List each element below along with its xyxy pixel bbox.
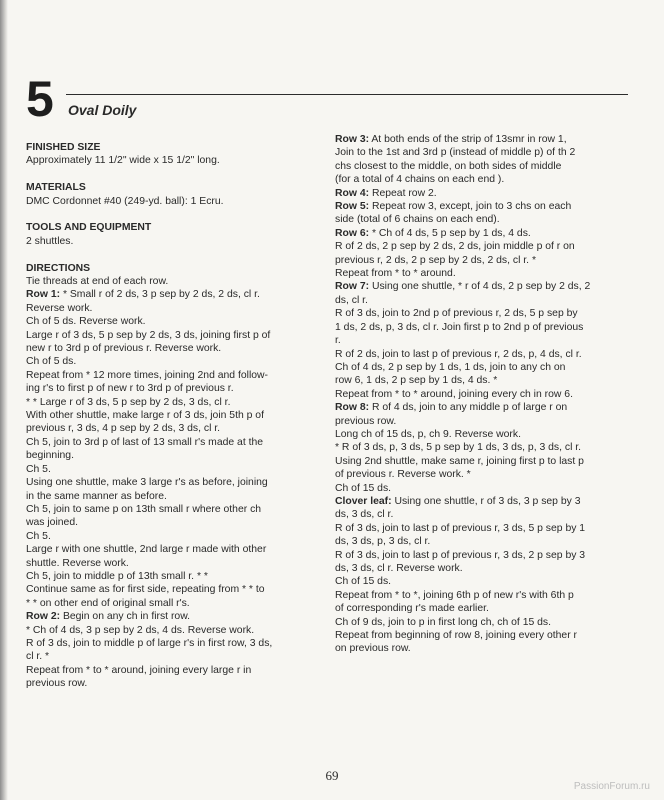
instruction-line <box>335 173 633 186</box>
instruction-line <box>335 428 633 441</box>
instruction-text: Repeat from * to *, joining 6th p of new r's with 6th p <box>335 589 574 601</box>
section-gap <box>26 248 328 261</box>
instruction-line <box>26 570 328 583</box>
instruction-line <box>335 146 633 159</box>
instruction-text: Approximately 11 1/2" wide x 15 1/2" long. <box>26 155 220 167</box>
instruction-text: * * on other end of original small r's. <box>26 597 190 609</box>
instruction-line <box>335 388 633 401</box>
instruction-text: R of 3 ds, join to last p of previous r, 3 ds, 2 p sep by 3 <box>335 549 586 561</box>
instruction-line-labeled <box>335 187 633 200</box>
instruction-text: * Ch of 4 ds, 3 p sep by 2 ds, 4 ds. Reverse work. <box>26 624 255 636</box>
instruction-text: Continue same as for first side, repeating from * * to <box>26 584 265 596</box>
instruction-text: side (total of 6 chains on each end). <box>335 214 500 226</box>
instruction-line <box>26 396 328 409</box>
instruction-text: * * Large r of 3 ds, 5 p sep by 2 ds, 3 ds, cl r. <box>26 396 231 408</box>
page-number: 69 <box>325 768 339 783</box>
instruction-line-labeled <box>335 227 633 240</box>
instruction-line <box>335 616 633 629</box>
row-label: Clover leaf: <box>335 495 392 507</box>
section-gap <box>26 168 328 181</box>
instruction-line <box>26 490 328 503</box>
instruction-text: beginning. <box>26 450 74 462</box>
instruction-line <box>26 624 328 637</box>
instruction-line <box>335 441 633 454</box>
instruction-line <box>26 422 328 435</box>
chapter-title: Oval Doily <box>68 102 137 118</box>
right-column <box>335 133 633 656</box>
instruction-line <box>335 321 633 334</box>
left-column <box>26 141 328 691</box>
instruction-line-labeled <box>335 133 633 146</box>
instruction-line-labeled <box>26 610 328 623</box>
instruction-text: Long ch of 15 ds, p, ch 9. Reverse work. <box>335 428 521 440</box>
instruction-text: Ch 5. <box>26 530 51 542</box>
instruction-text: r. <box>335 335 341 347</box>
instruction-line <box>335 267 633 280</box>
section-heading: FINISHED SIZE <box>26 142 101 153</box>
instruction-text: Repeat row 3, except, join to 3 chs on each <box>369 201 572 213</box>
instruction-text: Using 2nd shuttle, make same r, joining first p to last p <box>335 455 584 467</box>
instruction-line <box>26 329 328 342</box>
instruction-line <box>335 334 633 347</box>
instruction-text: R of 4 ds, join to any middle p of large r on <box>369 402 568 414</box>
instruction-line <box>26 302 328 315</box>
title-rule <box>66 94 628 95</box>
instruction-text: previous r, 3 ds, 4 p sep by 2 ds, 3 ds, cl r. <box>26 423 221 435</box>
instruction-text: previous r, 2 ds, 2 p sep by 2 ds, 2 ds, cl r. * <box>335 254 536 266</box>
instruction-text: ds, 3 ds, cl r. <box>335 509 394 521</box>
instruction-text: row 6, 1 ds, 2 p sep by 1 ds, 4 ds. * <box>335 375 498 387</box>
row-label: Row 3: <box>335 134 370 145</box>
instruction-line <box>335 508 633 521</box>
instruction-line <box>26 449 328 462</box>
instruction-text: previous row. <box>26 678 88 690</box>
instruction-line <box>335 522 633 535</box>
instruction-line <box>335 361 633 374</box>
instruction-line <box>26 436 328 449</box>
row-label: Row 8: <box>335 402 370 414</box>
instruction-line-labeled <box>335 495 633 508</box>
instruction-line <box>26 463 328 476</box>
instruction-line <box>335 307 633 320</box>
instruction-text: previous row. <box>335 415 397 427</box>
instruction-line <box>26 530 328 543</box>
instruction-text: Ch 5, join to middle p of 13th small r. * * <box>26 570 208 582</box>
watermark: PassionForum.ru <box>573 781 650 792</box>
chapter-number: 5 <box>26 71 54 127</box>
instruction-text: (for a total of 4 chains on each end ). <box>335 174 505 186</box>
instruction-line <box>335 415 633 428</box>
instruction-text: R of 2 ds, 2 p sep by 2 ds, 2 ds, join middle p of r on <box>335 241 575 253</box>
instruction-text: Ch 5, join to 3rd p of last of 13 small r's made at the <box>26 436 264 448</box>
section-heading: MATERIALS <box>26 182 86 194</box>
instruction-text: 1 ds, 2 ds, p, 3 ds, cl r. Join first p to 2nd p of previous <box>335 321 584 333</box>
instruction-text: Begin on any ch in first row. <box>60 611 191 623</box>
instruction-text: Using one shuttle, * r of 4 ds, 2 p sep by 2 ds, 2 <box>369 281 591 293</box>
instruction-line-labeled <box>335 401 633 414</box>
instruction-text: of corresponding r's made earlier. <box>335 603 489 615</box>
instruction-line <box>26 315 328 328</box>
instruction-text: Ch of 5 ds. <box>26 356 77 368</box>
row-label: Row 1: <box>26 289 61 301</box>
instruction-text: Large r of 3 ds, 5 p sep by 2 ds, 3 ds, joining first p of <box>26 329 271 341</box>
instruction-text: ds, 3 ds, p, 3 ds, cl r. <box>335 536 431 548</box>
instruction-text: new r to 3rd p of previous r. Reverse work. <box>26 343 222 355</box>
instruction-line <box>26 650 328 663</box>
instruction-text: ds, cl r. <box>335 294 368 306</box>
instruction-text: * R of 3 ds, p, 3 ds, 5 p sep by 1 ds, 3 ds, p, 3 ds, cl r. <box>335 442 582 454</box>
instruction-text: Repeat from * to * around, joining every large r in <box>26 664 252 676</box>
instruction-text: Ch of 4 ds, 2 p sep by 1 ds, 1 ds, join to any ch on <box>335 361 566 373</box>
instruction-line <box>335 549 633 562</box>
instruction-line <box>26 382 328 395</box>
instruction-text: * Small r of 2 ds, 3 p sep by 2 ds, 2 ds, cl r. <box>60 289 260 301</box>
instruction-text: R of 3 ds, join to middle p of large r's in first row, 3 ds, <box>26 637 273 649</box>
instruction-text: Ch of 15 ds. <box>335 576 392 588</box>
instruction-line <box>26 503 328 516</box>
instruction-line <box>335 482 633 495</box>
instruction-line <box>26 677 328 690</box>
instruction-text: Reverse work. <box>26 302 93 314</box>
instruction-line <box>26 476 328 489</box>
instruction-text: R of 3 ds, join to last p of previous r, 3 ds, 5 p sep by 1 <box>335 522 586 534</box>
instruction-line <box>335 602 633 615</box>
instruction-text: With other shuttle, make large r of 3 ds, join 5th p of <box>26 410 264 422</box>
instruction-text: Tie threads at end of each row. <box>26 276 169 288</box>
instruction-text: ing r's to first p of new r to 3rd p of previous r. <box>26 383 234 395</box>
row-label: Row 2: <box>26 611 61 623</box>
instruction-line-labeled <box>335 280 633 293</box>
row-label: Row 5: <box>335 201 370 213</box>
instruction-text: Ch 5, join to same p on 13th small r where other ch <box>26 503 262 515</box>
instruction-text: Using one shuttle, make 3 large r's as before, joining <box>26 477 268 489</box>
instruction-line <box>26 369 328 382</box>
instruction-line <box>335 468 633 481</box>
instruction-line <box>26 154 328 167</box>
page-gutter-shadow <box>0 0 8 800</box>
instruction-text: DMC Cordonnet #40 (249-yd. ball): 1 Ecru. <box>26 195 224 207</box>
instruction-text: was joined. <box>26 517 78 529</box>
instruction-line <box>26 516 328 529</box>
section-heading: TOOLS AND EQUIPMENT <box>26 222 152 234</box>
instruction-line <box>26 235 328 248</box>
section-gap <box>26 208 328 221</box>
instruction-text: 2 shuttles. <box>26 235 74 247</box>
instruction-line <box>335 642 633 655</box>
instruction-line <box>26 409 328 422</box>
instruction-text: on previous row. <box>335 643 411 655</box>
instruction-text: ds, 3 ds, cl r. Reverse work. <box>335 563 463 574</box>
instruction-line <box>26 664 328 677</box>
instruction-line <box>26 597 328 610</box>
instruction-text: Large r with one shuttle, 2nd large r made with other <box>26 544 267 556</box>
instruction-line <box>335 589 633 602</box>
instruction-text: Repeat from * to * around. <box>335 268 456 280</box>
instruction-text: * Ch of 4 ds, 5 p sep by 1 ds, 4 ds. <box>369 227 531 239</box>
instruction-line <box>335 629 633 642</box>
row-label: Row 7: <box>335 281 370 293</box>
instruction-line <box>26 583 328 596</box>
instruction-line <box>335 535 633 548</box>
instruction-line <box>26 543 328 556</box>
section-heading: DIRECTIONS <box>26 262 91 274</box>
instruction-line <box>335 240 633 253</box>
instruction-line <box>26 195 328 208</box>
instruction-text: Ch of 15 ds. <box>335 482 392 494</box>
instruction-line <box>335 160 633 173</box>
instruction-text: Ch of 5 ds. Reverse work. <box>26 316 146 328</box>
instruction-text: shuttle. Reverse work. <box>26 557 129 569</box>
instruction-text: Repeat from beginning of row 8, joining every other r <box>335 630 578 642</box>
instruction-line <box>335 254 633 267</box>
instruction-text: Using one shuttle, r of 3 ds, 3 p sep by 3 <box>391 495 581 507</box>
row-label: Row 6: <box>335 227 370 239</box>
instruction-line <box>26 557 328 570</box>
instruction-text: Repeat from * to * around, joining every ch in row 6. <box>335 388 573 400</box>
instruction-line-labeled <box>26 288 328 301</box>
instruction-line <box>335 455 633 468</box>
instruction-line <box>335 348 633 361</box>
instruction-text: in the same manner as before. <box>26 490 167 502</box>
instruction-text: of previous r. Reverse work. * <box>335 469 471 481</box>
instruction-line <box>335 575 633 588</box>
instruction-line <box>335 294 633 307</box>
instruction-line <box>26 342 328 355</box>
instruction-text: Repeat row 2. <box>369 187 437 199</box>
instruction-text: R of 2 ds, join to last p of previous r, 2 ds, p, 4 ds, cl r. <box>335 348 582 360</box>
instruction-line <box>335 213 633 226</box>
instruction-line <box>26 355 328 368</box>
row-label: Row 4: <box>335 187 370 199</box>
instruction-text: cl r. * <box>26 651 50 663</box>
instruction-line <box>335 562 633 575</box>
instruction-text: R of 3 ds, join to 2nd p of previous r, 2 ds, 5 p sep by <box>335 308 578 320</box>
instruction-line <box>26 637 328 650</box>
instruction-text: Ch of 9 ds, join to p in first long ch, ch of 15 ds. <box>335 616 552 628</box>
instruction-line <box>26 275 328 288</box>
instruction-line-labeled <box>335 200 633 213</box>
instruction-text: At both ends of the strip of 13smr in row 1, <box>369 134 567 145</box>
instruction-text: chs closest to the middle, on both sides of middle <box>335 160 562 172</box>
instruction-text: Join to the 1st and 3rd p (instead of middle p) of th 2 <box>335 147 576 159</box>
instruction-text: Repeat from * 12 more times, joining 2nd and follow- <box>26 369 268 381</box>
instruction-text: Ch 5. <box>26 463 51 475</box>
instruction-line <box>335 374 633 387</box>
